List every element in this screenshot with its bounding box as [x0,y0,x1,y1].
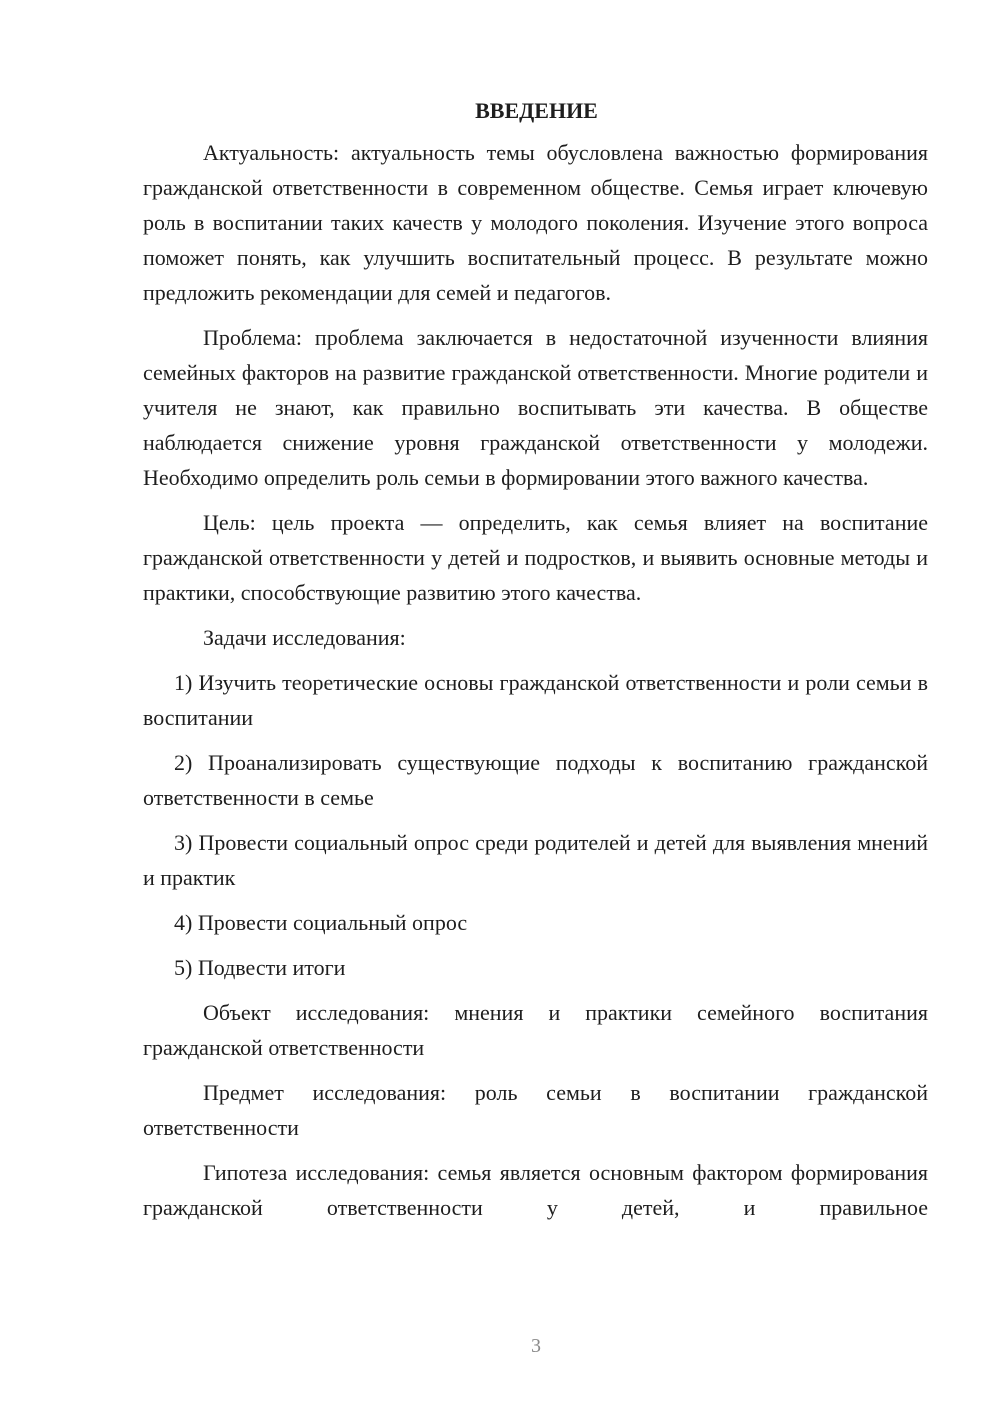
relevance-paragraph: Актуальность: актуальность темы обусловлена важностью формирования гражданской ответственности в современном обществе. Семья играет ключевую роль в воспитании таких качеств у молодого поколения. Изучение этого вопроса поможет понять, как улучшить воспитательный процесс. В результате можно предложить рекомендации для семей и педагогов. [143,140,928,305]
page-number: 3 [531,1335,541,1357]
task-item-1: 1) Изучить теоретические основы гражданской ответственности и роли семьи в воспитании [143,670,928,730]
task-item-3: 3) Провести социальный опрос среди родителей и детей для выявления мнений и практик [143,830,928,890]
task-item-2: 2) Проанализировать существующие подходы к воспитанию гражданской ответственности в семье [143,750,928,810]
tasks-heading: Задачи исследования: [203,625,406,650]
document-body [143,96,928,1235]
task-item-4: 4) Провести социальный опрос [174,910,468,935]
hypothesis-paragraph: Гипотеза исследования: семья является основным фактором формирования гражданской ответственности у детей, и правильное [143,1160,928,1220]
section-heading: ВВЕДЕНИЕ [475,98,598,123]
goal-paragraph: Цель: цель проекта — определить, как семья влияет на воспитание гражданской ответственности у детей и подростков, и выявить основные методы и практики, способствующие развитию этого качества. [143,510,928,605]
task-item-5: 5) Подвести итоги [174,955,346,980]
subject-paragraph: Предмет исследования: роль семьи в воспитании гражданской ответственности [143,1080,928,1140]
problem-paragraph: Проблема: проблема заключается в недостаточной изученности влияния семейных факторов на развитие гражданской ответственности. Многие родители и учителя не знают, как правильно воспитывать эти качества. В обществе наблюдается снижение уровня гражданской ответственности у молодежи. Необходимо определить роль семьи в формировании этого важного качества. [143,325,928,490]
object-paragraph: Объект исследования: мнения и практики семейного воспитания гражданской ответственности [143,1000,928,1060]
